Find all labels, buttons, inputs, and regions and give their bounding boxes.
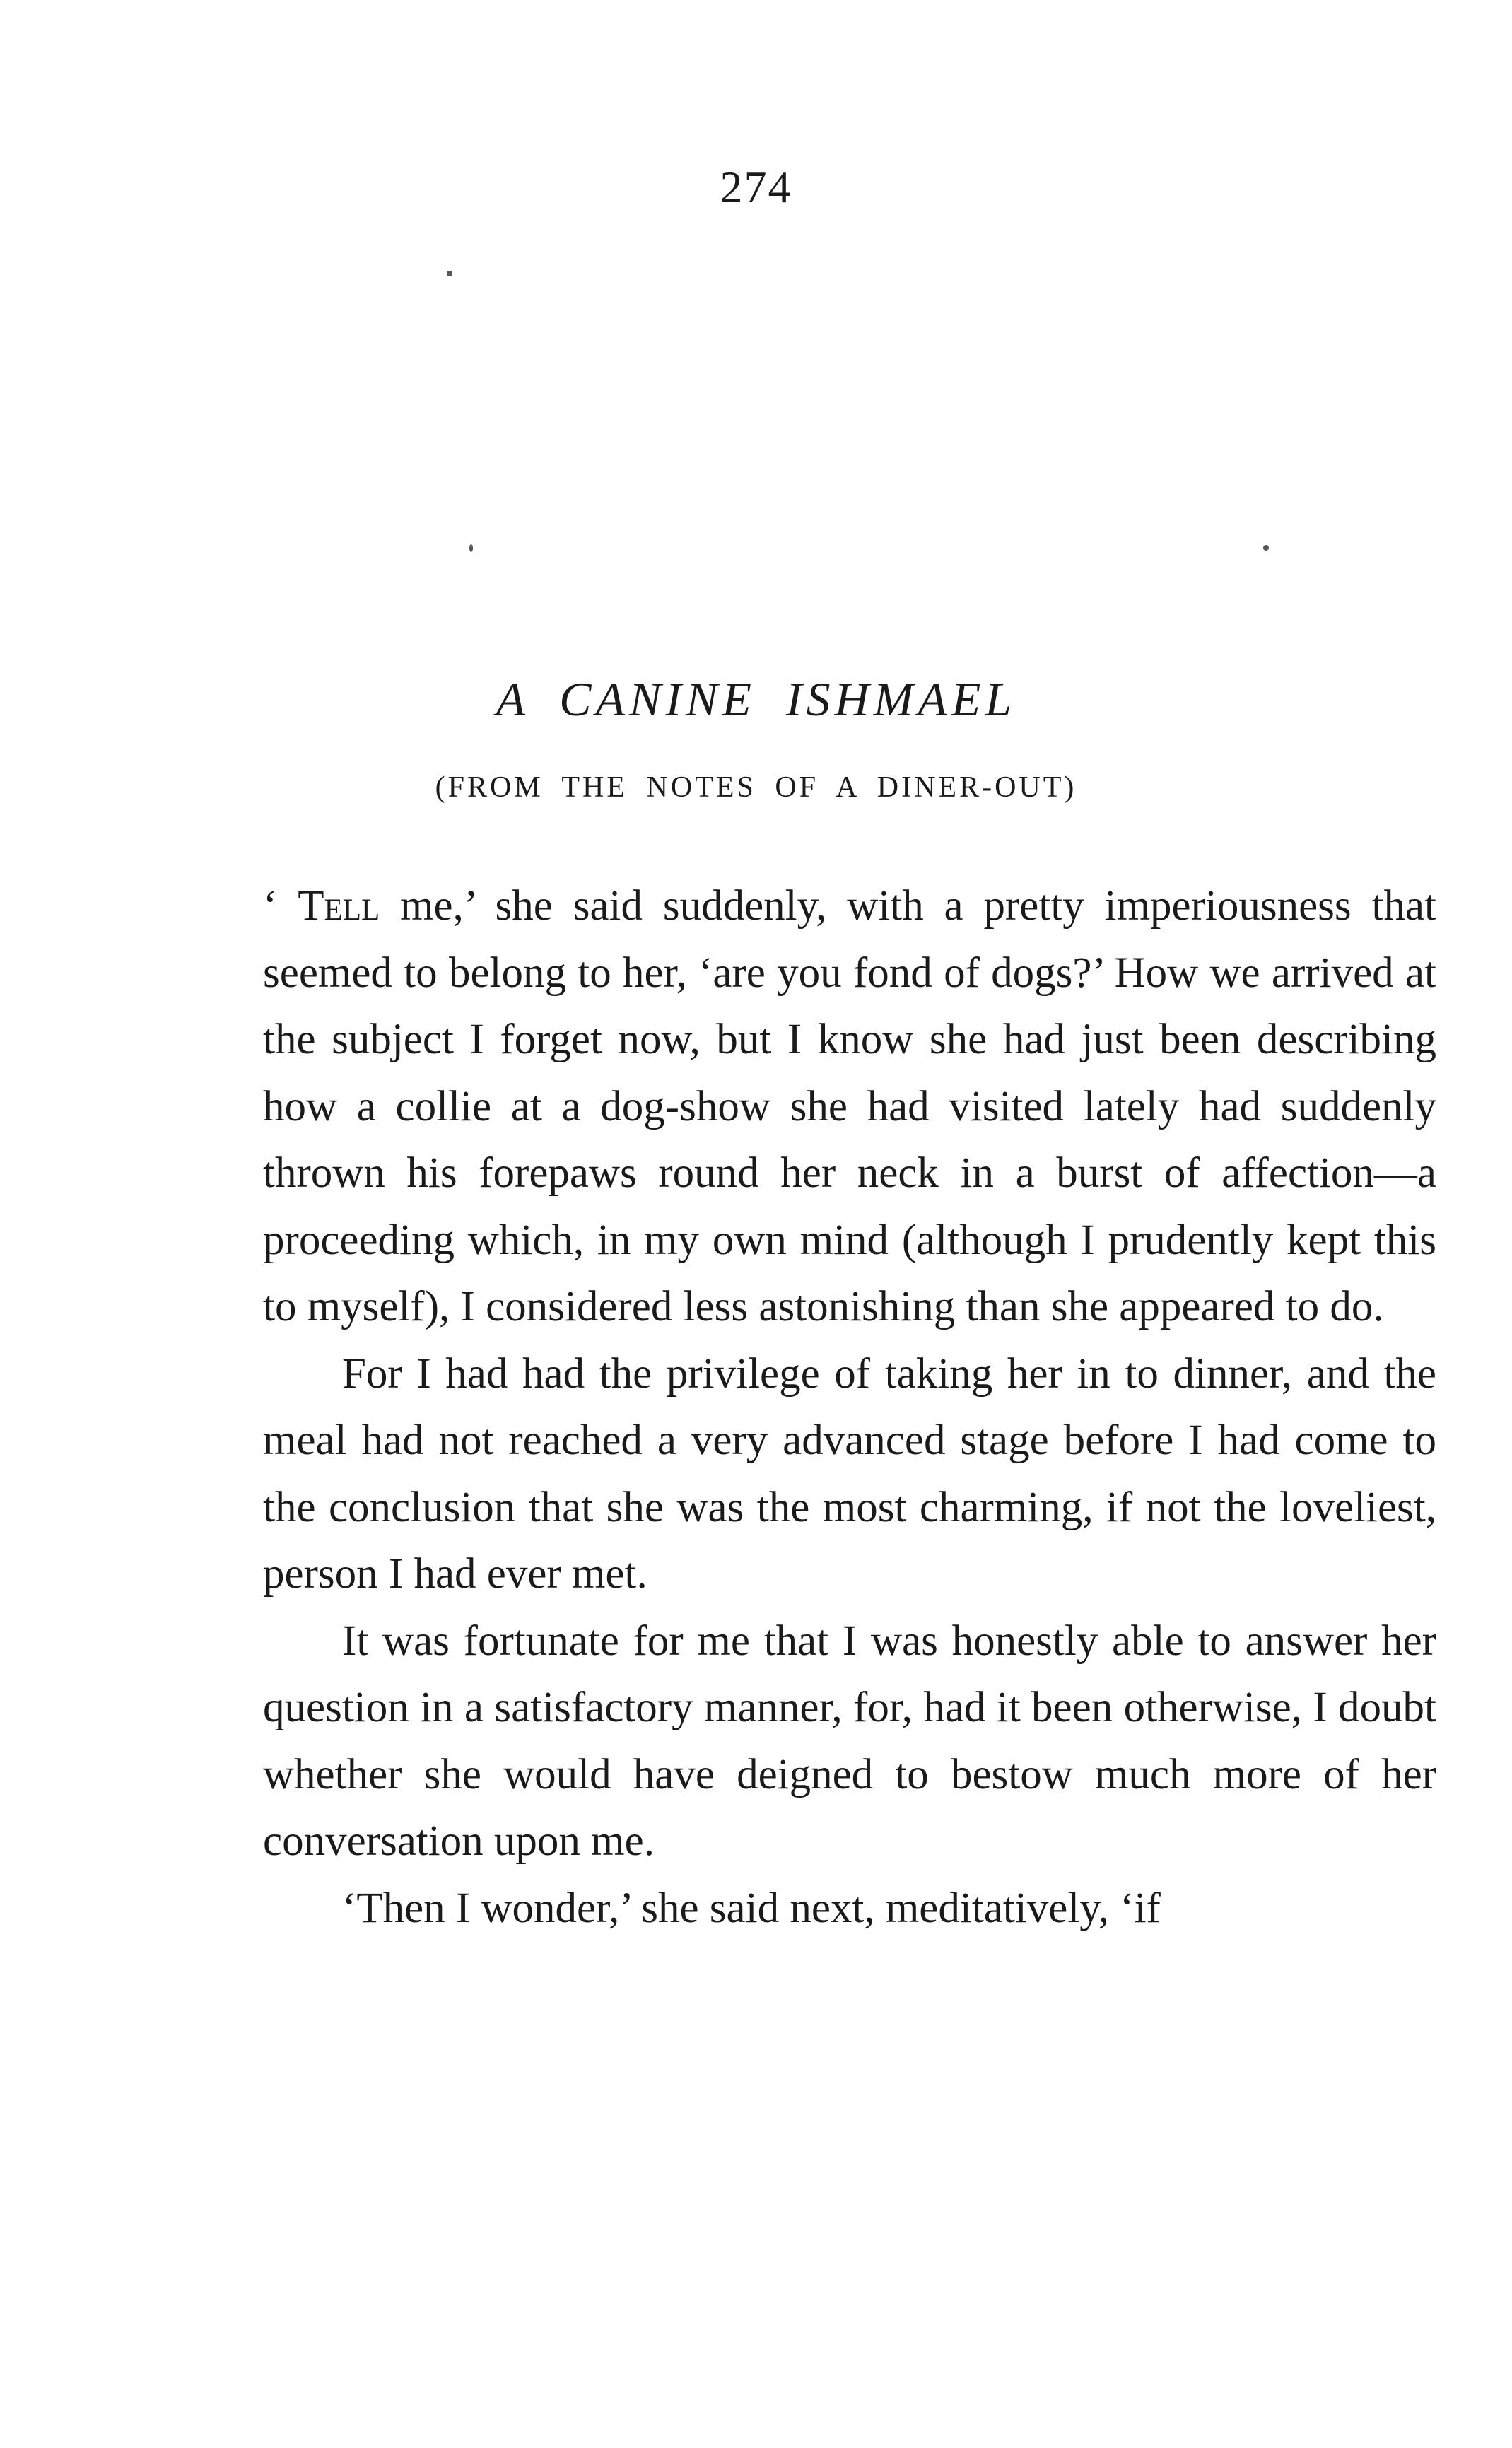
scan-speck bbox=[1263, 545, 1269, 551]
paragraph: It was fortunate for me that I was honestly able to answer her question in a satisfactory manner, for, had it been otherwise, I doubt whether she would have deigned to bestow much more of her conversation upon me. bbox=[263, 1617, 1436, 1865]
chapter-title: A CANINE ISHMAEL bbox=[496, 672, 1016, 726]
scan-speck bbox=[447, 271, 452, 276]
paragraph: For I had had the privilege of taking her in to dinner, and the meal had not reached a very advanced stage before I had come to the conclusion that she was the most charming, if not the loveliest, person I had ever met. bbox=[263, 1349, 1436, 1598]
paragraph: ‘Then I wonder,’ she said next, meditatively, ‘if bbox=[342, 1884, 1161, 1932]
page-number: 274 bbox=[720, 162, 792, 212]
opening-quote: ‘ bbox=[263, 882, 298, 930]
paragraph bbox=[263, 873, 1436, 1341]
lead-word: Tell bbox=[298, 882, 380, 930]
body-text bbox=[263, 873, 1436, 1942]
scan-speck bbox=[469, 544, 473, 552]
paragraph-text: me,’ she said suddenly, with a pretty imperiousness that seemed to belong to her, ‘are you fond of dogs?’ How we arrived at the subject I forget now, but I know she had just been describing how a collie at a dog-show she had visited lately had suddenly thrown his forepaws round her neck in a burst of affection—a proceeding which, in my own mind (although I prudently kept this to myself), I considered less astonishing than she appeared to do. bbox=[263, 882, 1436, 1330]
chapter-subtitle: (FROM THE NOTES OF A DINER-OUT) bbox=[435, 771, 1077, 804]
